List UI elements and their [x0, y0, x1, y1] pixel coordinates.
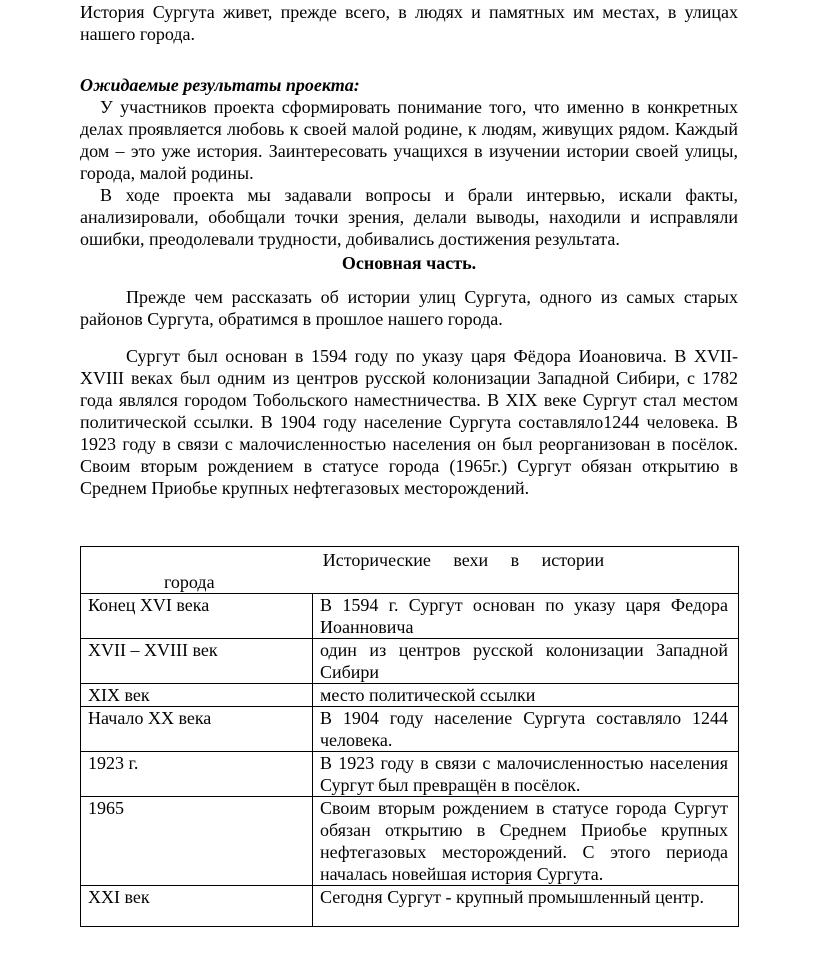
event-cell: место политической ссылки	[313, 684, 739, 707]
table-row	[81, 886, 739, 927]
event-cell: В 1904 году население Сургута составляло 1244 человека.	[313, 707, 739, 752]
period-cell: 1923 г.	[81, 752, 313, 797]
table-row	[81, 594, 739, 639]
event-cell: В 1923 году в связи с малочисленностью населения Сургут был превращён в посёлок.	[313, 752, 739, 797]
table-header-line-2: города	[164, 572, 215, 592]
table-row	[81, 639, 739, 684]
main-part-heading: Основная часть.	[341, 253, 477, 273]
table-row	[81, 752, 739, 797]
event-cell: В 1594 г. Сургут основан по указу царя Федора Иоанновича	[313, 594, 739, 639]
period-cell: XXI век	[81, 886, 313, 927]
main-paragraph-1: Прежде чем рассказать об истории улиц Сургута, одного из самых старых районов Сургута, обратимся в прошлое нашего города.	[80, 287, 738, 329]
table-row	[81, 797, 739, 886]
document-page	[80, 0, 738, 499]
results-heading: Ожидаемые результаты проекта:	[80, 75, 360, 95]
period-cell: Начало XX века	[81, 707, 313, 752]
table-header-line-1: Исторические вехи в истории	[322, 550, 605, 570]
history-table	[80, 546, 739, 927]
event-cell: один из центров русской колонизации Западной Сибири	[313, 639, 739, 684]
period-cell: 1965	[81, 797, 313, 886]
main-paragraph-2: Сургут был основан в 1594 году по указу царя Фёдора Иоановича. В XVII-XVIII веках был одним из центров русской колонизации Западной Сибири, с 1782 года являлся городом Тобольского наместничества. В XIX веке Сургут стал местом политической ссылки. В 1904 году население Сургута составляло1244 человека. В 1923 году в связи с малочисленностью населения он был реорганизован в посёлок. Своим вторым рождением в статусе города (1965г.) Сургут обязан открытию в Среднем Приобье крупных нефтегазовых месторождений.	[80, 346, 738, 498]
period-cell: XVII – XVIII век	[81, 639, 313, 684]
period-cell: Конец XVI века	[81, 594, 313, 639]
table-header-row	[81, 547, 739, 594]
event-cell: Сегодня Сургут - крупный промышленный центр.	[313, 886, 739, 927]
results-paragraph-2: В ходе проекта мы задавали вопросы и брали интервью, искали факты, анализировали, обобщали точки зрения, делали выводы, находили и исправляли ошибки, преодолевали трудности, добивались достижения результата.	[80, 185, 738, 249]
table-header-cell	[81, 547, 739, 594]
event-cell: Своим вторым рождением в статусе города Сургут обязан открытию в Среднем Приобье крупных нефтегазовых месторождений. С этого периода началась новейшая история Сургута.	[313, 797, 739, 886]
intro-paragraph: История Сургута живет, прежде всего, в людях и памятных им местах, в улицах нашего города.	[80, 2, 738, 44]
period-cell: XIX век	[81, 684, 313, 707]
results-paragraph-1: У участников проекта сформировать понимание того, что именно в конкретных делах проявляется любовь к своей малой родине, к людям, живущих рядом. Каждый дом – это уже история. Заинтересовать учащихся в изучении истории своей улицы, города, малой родины.	[80, 97, 738, 183]
table-row	[81, 707, 739, 752]
table-row	[81, 684, 739, 707]
